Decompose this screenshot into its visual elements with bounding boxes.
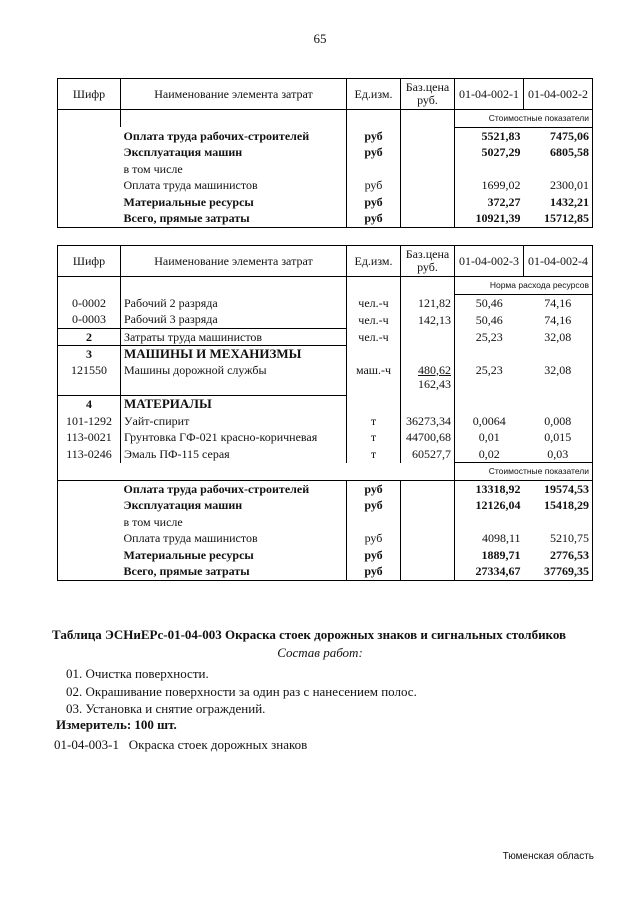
cost-table-2 xyxy=(57,245,593,581)
table-row: 101-1292 Уайт-спирит т 36273,34 0,0064 0,008 xyxy=(58,413,593,430)
table-row: 4 МАТЕРИАЛЫ xyxy=(58,396,593,413)
work-step: 02. Окрашивание поверхности за один раз с нанесением полос. xyxy=(66,684,417,699)
header-code: Шифр xyxy=(58,246,121,277)
table-row: 2 Затраты труда машинистов чел.-ч 25,23 32,08 xyxy=(58,328,593,346)
table-row: Оплата труда рабочих-строителей руб 5521,83 7475,06 xyxy=(58,127,593,144)
header-col-a: 01-04-002-3 xyxy=(455,246,524,277)
section-label: Стоимостные показатели xyxy=(455,110,593,128)
work-item: 01-04-003-1 Окраска стоек дорожных знаков xyxy=(54,737,308,752)
table-row: 121550 Машины дорожной службы маш.-ч 480,62 162,43 25,23 32,08 xyxy=(58,363,593,396)
machine-price-2: 162,43 xyxy=(418,376,451,391)
machine-price: 480,62 xyxy=(418,362,451,377)
cost-table-1 xyxy=(57,78,593,228)
table-row: Всего, прямые затраты руб 27334,67 37769,35 xyxy=(58,563,593,580)
header-base-price: Баз.цена руб. xyxy=(401,246,455,277)
header-code: Шифр xyxy=(58,79,121,110)
table-row: Оплата труда рабочих-строителей руб 13318,92 19574,53 xyxy=(58,480,593,497)
table-row: 113-0246 Эмаль ПФ-115 серая т 60527,7 0,02 0,03 xyxy=(58,446,593,463)
header-unit: Ед.изм. xyxy=(347,79,401,110)
header-unit: Ед.изм. xyxy=(347,246,401,277)
table-row: 3 МАШИНЫ И МЕХАНИЗМЫ xyxy=(58,346,593,363)
page-number: 65 xyxy=(313,31,327,46)
header-col-a: 01-04-002-1 xyxy=(455,79,524,110)
table-header-row xyxy=(58,246,593,277)
table-row: Материальные ресурсы руб 372,27 1432,21 xyxy=(58,194,593,211)
section-title: Таблица ЭСНиЕРс-01-04-003 Окраска стоек дорожных знаков и сигнальных столбиков xyxy=(52,627,567,642)
table-row: в том числе xyxy=(58,514,593,531)
region-footer: Тюменская область xyxy=(502,851,594,862)
work-step: 03. Установка и снятие ограждений. xyxy=(66,701,266,716)
table-row: 0-0003 Рабочий 3 разряда чел.-ч 142,13 50,46 74,16 xyxy=(58,311,593,328)
table-row: 113-0021 Грунтовка ГФ-021 красно-коричневая т 44700,68 0,01 0,015 xyxy=(58,429,593,446)
table-header-row xyxy=(58,79,593,110)
table-row: Оплата труда машинистов руб 1699,02 2300,01 xyxy=(58,177,593,194)
table-row: в том числе xyxy=(58,161,593,178)
section-row xyxy=(58,110,593,128)
table-row: Оплата труда машинистов руб 4098,11 5210,75 xyxy=(58,530,593,547)
header-base-price: Баз.цена руб. xyxy=(401,79,455,110)
norm-label: Норма расхода ресурсов xyxy=(455,277,593,295)
table-row: Всего, прямые затраты руб 10921,39 15712,85 xyxy=(58,210,593,227)
table-row: Эксплуатация машин руб 12126,04 15418,29 xyxy=(58,497,593,514)
section-label: Стоимостные показатели xyxy=(455,463,593,481)
header-name: Наименование элемента затрат xyxy=(121,79,347,110)
section-row xyxy=(58,463,593,481)
measurement-unit: Измеритель: 100 шт. xyxy=(56,717,177,732)
header-col-b: 01-04-002-4 xyxy=(524,246,593,277)
table-row: Материальные ресурсы руб 1889,71 2776,53 xyxy=(58,547,593,564)
table-row: Эксплуатация машин руб 5027,29 6805,58 xyxy=(58,144,593,161)
work-step: 01. Очистка поверхности. xyxy=(66,666,209,681)
work-composition-heading: Состав работ: xyxy=(277,645,363,660)
header-col-b: 01-04-002-2 xyxy=(524,79,593,110)
norm-row xyxy=(58,277,593,295)
table-row: 0-0002 Рабочий 2 разряда чел.-ч 121,82 50,46 74,16 xyxy=(58,294,593,311)
header-name: Наименование элемента затрат xyxy=(121,246,347,277)
